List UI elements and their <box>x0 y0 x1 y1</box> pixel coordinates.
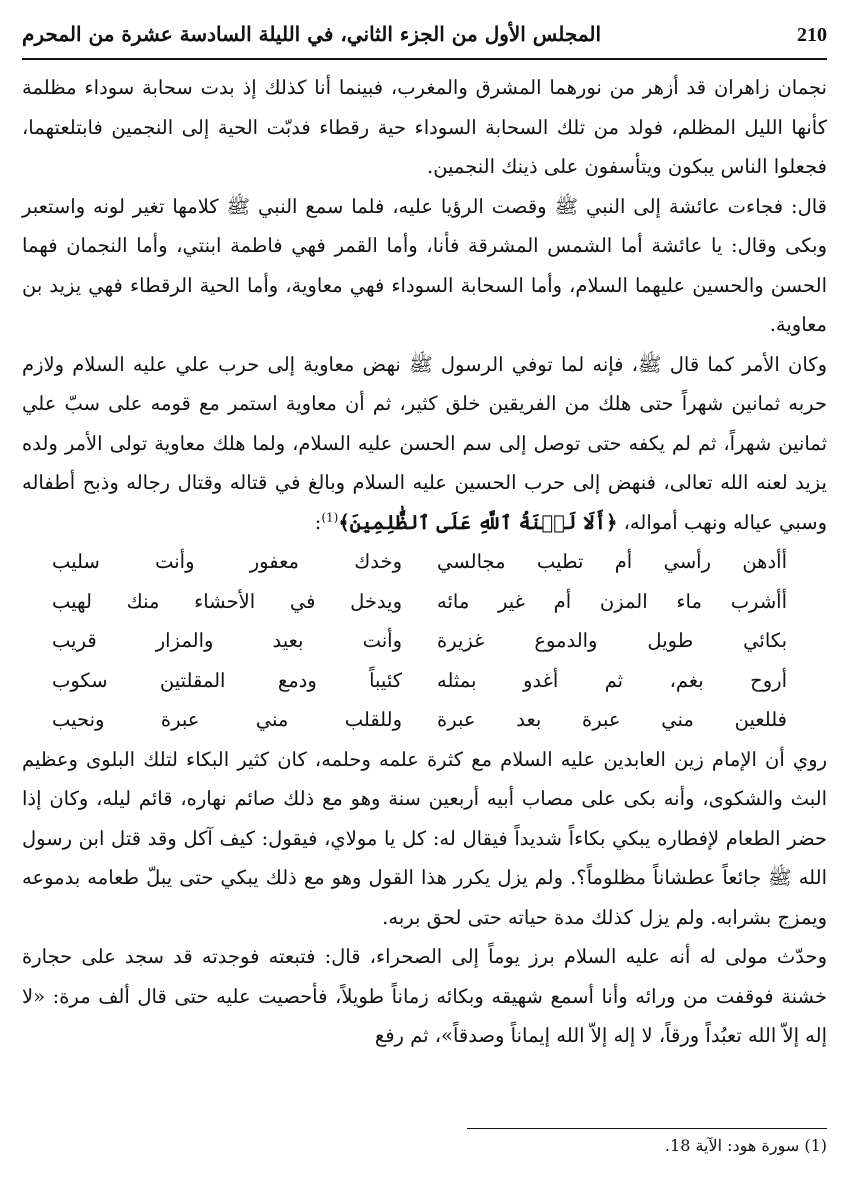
footnote-reference: (1) <box>321 510 339 524</box>
verse-first-hemistich: أأدهن رأسي أم تطيب مجالسي <box>437 550 787 573</box>
page-header <box>22 18 827 60</box>
paragraph: نجمان زاهران قد أزهر من نورهما المشرق والمغرب، فبينما أنا كذلك إذ بدت سحابة سوداء مظلمة كأنها الليل المظلم، فولد من تلك السحابة السوداء حية رقطاء فدبّت الحية إلى النجمين فابتلعتهما، فجعلوا الناس يبكون ويتأسفون على ذينك النجمين. <box>22 76 827 178</box>
verse-second-hemistich: ويدخل في الأحشاء منك لهيب <box>52 589 402 613</box>
paragraph-tail: : <box>314 510 322 534</box>
poem <box>22 542 827 740</box>
footnote-divider <box>467 1128 827 1129</box>
body-text <box>22 68 827 1056</box>
verse-second-hemistich: وأنت بعيد والمزار قريب <box>52 629 402 652</box>
verse-second-hemistich: وللقلب مني عبرة ونحيب <box>52 708 402 731</box>
verse-first-hemistich: أروح بغم، ثم أغدو بمثله <box>437 668 787 692</box>
paragraph-text: وكان الأمر كما قال ﷺ، فإنه لما توفي الرسول ﷺ نهض معاوية إلى حرب علي عليه السلام ولازم حربه ثمانين شهراً حتى هلك من الفريقين خلق كثير، ثم أن معاوية استمر مع قومه على سبّ علي ثمانين شهراً، ثم لم يكفه حتى توصل إلى سم الحسن عليه السلام، ولما هلك معاوية تولى الأمر ولده يزيد لعنه الله تعالى، فنهض إلى حرب الحسين عليه السلام وبالغ في قتاله وقتال رجاله وذبح أطفاله وسبي عياله ونهب أمواله، <box>22 352 827 534</box>
poem-verse <box>22 542 827 582</box>
running-title: المجلس الأول من الجزء الثاني، في الليلة السادسة عشرة من المحرم <box>22 22 602 46</box>
verse-first-hemistich: فللعين مني عبرة بعد عبرة <box>437 708 787 731</box>
book-page <box>22 18 827 1183</box>
footnote: (1) سورة هود: الآية 18. <box>664 1136 827 1155</box>
verse-second-hemistich: وخدك معفور وأنت سليب <box>52 550 402 573</box>
paragraph: روي أن الإمام زين العابدين عليه السلام مع كثرة علمه وحلمه، كان كثير البكاء لتلك البلوى وعظيم البث والشكوى، وأنه بكى على مصاب أبيه أربعين سنة وهو مع ذلك صائم نهاره، قائم ليله، وكان إذا حضر الطعام لإفطاره يبكي بكاءاً شديداً فيقال له: كل يا مولاي، فيقول: كيف آكل وقد قتل ابن رسول الله ﷺ جائعاً عطشاناً مظلوماً؟. ولم يزل يكرر هذا القول وهو مع ذلك يبكي حتى يبلّ طعامه بدموعه ويمزج بشرابه. ولم يزل كذلك مدة حياته حتى لحق بربه. <box>22 747 827 929</box>
quran-quote: ﴿أَلَا لَعۡنَةُ ٱللَّهِ عَلَى ٱلظَّٰلِمِينَ﴾ <box>338 510 618 534</box>
verse-first-hemistich: أأشرب ماء المزن أم غير مائه <box>437 589 787 613</box>
poem-verse <box>22 700 827 740</box>
verse-second-hemistich: كئيباً ودمع المقلتين سكوب <box>52 668 402 692</box>
page-number: 210 <box>797 24 827 46</box>
paragraph: وحدّث مولى له أنه عليه السلام برز يوماً إلى الصحراء، قال: فتبعته فوجدته قد سجد على حجارة خشنة فوقفت من ورائه وأنا أسمع شهيقه وبكائه زماناً طويلاً، فأحصيت عليه حتى قال ألف مرة: «لا إله إلاّ الله تعبُداً ورقاً، لا إله إلاّ الله إيماناً وصدقاً»، ثم رفع <box>22 945 827 1047</box>
poem-verse <box>22 582 827 622</box>
paragraph: قال: فجاءت عائشة إلى النبي ﷺ وقصت الرؤيا عليه، فلما سمع النبي ﷺ كلامها تغير لونه واستعبر وبكى وقال: يا عائشة أما الشمس المشرقة فأنا، وأما القمر فهي فاطمة ابنتي، وأما النجمان فهما الحسن والحسين عليهما السلام، وأما السحابة السوداء فهي معاوية، وأما الحية الرقطاء فهي يزيد بن معاوية. <box>22 194 827 336</box>
paragraph <box>22 345 827 543</box>
verse-first-hemistich: بكائي طويل والدموع غزيرة <box>437 629 787 652</box>
poem-verse <box>22 621 827 661</box>
poem-verse <box>22 661 827 701</box>
